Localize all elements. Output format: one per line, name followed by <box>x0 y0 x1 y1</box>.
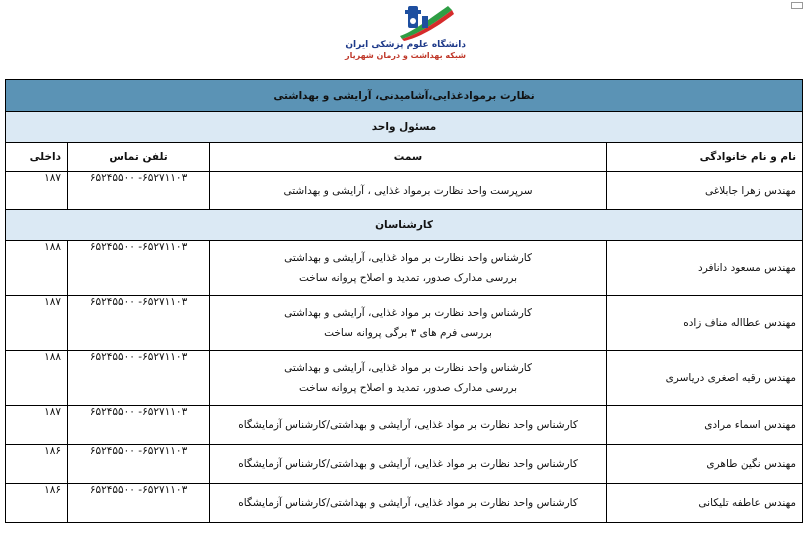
table-row <box>6 172 803 210</box>
staff-ext: ۱۸۸ <box>6 241 68 296</box>
staff-ext: ۱۸۷ <box>6 406 68 445</box>
section-title-experts: کارشناسان <box>6 210 803 241</box>
staff-name: مهندس عطااله مناف زاده <box>607 296 803 351</box>
table-row <box>6 484 803 523</box>
staff-name: مهندس اسماء مرادی <box>607 406 803 445</box>
staff-position <box>210 351 607 406</box>
column-header-name: نام و نام خانوادگی <box>607 143 803 172</box>
table-row <box>6 445 803 484</box>
column-header-phone: تلفن تماس <box>68 143 210 172</box>
position-line: کارشناس واحد نظارت بر مواد غذایی، آرایشی و بهداشتی <box>284 307 532 319</box>
window-control-icon[interactable] <box>791 2 803 9</box>
staff-name: مهندس نگین طاهری <box>607 445 803 484</box>
emblem-icon <box>378 2 468 42</box>
section-row <box>6 210 803 241</box>
staff-name: مهندس رقیه اصغری دریاسری <box>607 351 803 406</box>
university-logo <box>345 2 468 60</box>
staff-position: کارشناس واحد نظارت بر مواد غذایی، آرایشی و بهداشتی/کارشناس آزمایشگاه <box>210 445 607 484</box>
position-line: بررسی مدارک صدور، تمدید و اصلاح پروانه ساخت <box>298 272 518 284</box>
staff-phone: ۶۵۲۷۱۱۰۳- ۶۵۲۴۵۵۰۰ <box>68 484 210 523</box>
column-header-row <box>6 143 803 172</box>
position-line: بررسی فرم های ۳ برگی پروانه ساخت <box>324 327 492 339</box>
logo-network-name: شبکه بهداشت و درمان شهریار <box>345 51 466 60</box>
staff-phone: ۶۵۲۷۱۱۰۳- ۶۵۲۴۵۵۰۰ <box>68 406 210 445</box>
table-row <box>6 241 803 296</box>
staff-ext: ۱۸۶ <box>6 445 68 484</box>
staff-table <box>5 79 803 523</box>
staff-name: مهندس مسعود دانافرد <box>607 241 803 296</box>
table-title-row <box>6 80 803 112</box>
column-header-position: سمت <box>210 143 607 172</box>
staff-ext: ۱۸۶ <box>6 484 68 523</box>
staff-phone: ۶۵۲۷۱۱۰۳- ۶۵۲۴۵۵۰۰ <box>68 241 210 296</box>
staff-name: مهندس عاطفه تلیکانی <box>607 484 803 523</box>
staff-position <box>210 296 607 351</box>
staff-position: کارشناس واحد نظارت بر مواد غذایی، آرایشی و بهداشتی/کارشناس آزمایشگاه <box>210 406 607 445</box>
staff-phone: ۶۵۲۷۱۱۰۳- ۶۵۲۴۵۵۰۰ <box>68 351 210 406</box>
staff-phone: ۶۵۲۷۱۱۰۳- ۶۵۲۴۵۵۰۰ <box>68 296 210 351</box>
table-row <box>6 406 803 445</box>
table-row <box>6 351 803 406</box>
position-line: کارشناس واحد نظارت بر مواد غذایی، آرایشی و بهداشتی <box>284 252 532 264</box>
column-header-ext: داخلی <box>6 143 68 172</box>
staff-phone: ۶۵۲۷۱۱۰۳- ۶۵۲۴۵۵۰۰ <box>68 445 210 484</box>
table-row <box>6 296 803 351</box>
table-title: نظارت برموادغذایی،آشامیدنی، آرایشی و بهداشتی <box>6 80 803 112</box>
staff-ext: ۱۸۸ <box>6 351 68 406</box>
section-row <box>6 112 803 143</box>
staff-ext: ۱۸۷ <box>6 296 68 351</box>
section-title-head: مسئول واحد <box>6 112 803 143</box>
staff-position: سرپرست واحد نظارت برمواد غذایی ، آرایشی و بهداشتی <box>210 172 607 210</box>
logo-university-name: دانشگاه علوم پزشکی ایران <box>345 40 466 50</box>
staff-phone: ۶۵۲۷۱۱۰۳- ۶۵۲۴۵۵۰۰ <box>68 172 210 210</box>
position-line: بررسی مدارک صدور، تمدید و اصلاح پروانه ساخت <box>298 382 518 394</box>
position-line: کارشناس واحد نظارت بر مواد غذایی، آرایشی و بهداشتی <box>284 362 532 374</box>
staff-position <box>210 241 607 296</box>
staff-ext: ۱۸۷ <box>6 172 68 210</box>
staff-position: کارشناس واحد نظارت بر مواد غذایی، آرایشی و بهداشتی/کارشناس آزمایشگاه <box>210 484 607 523</box>
staff-name: مهندس زهرا جابلاغی <box>607 172 803 210</box>
